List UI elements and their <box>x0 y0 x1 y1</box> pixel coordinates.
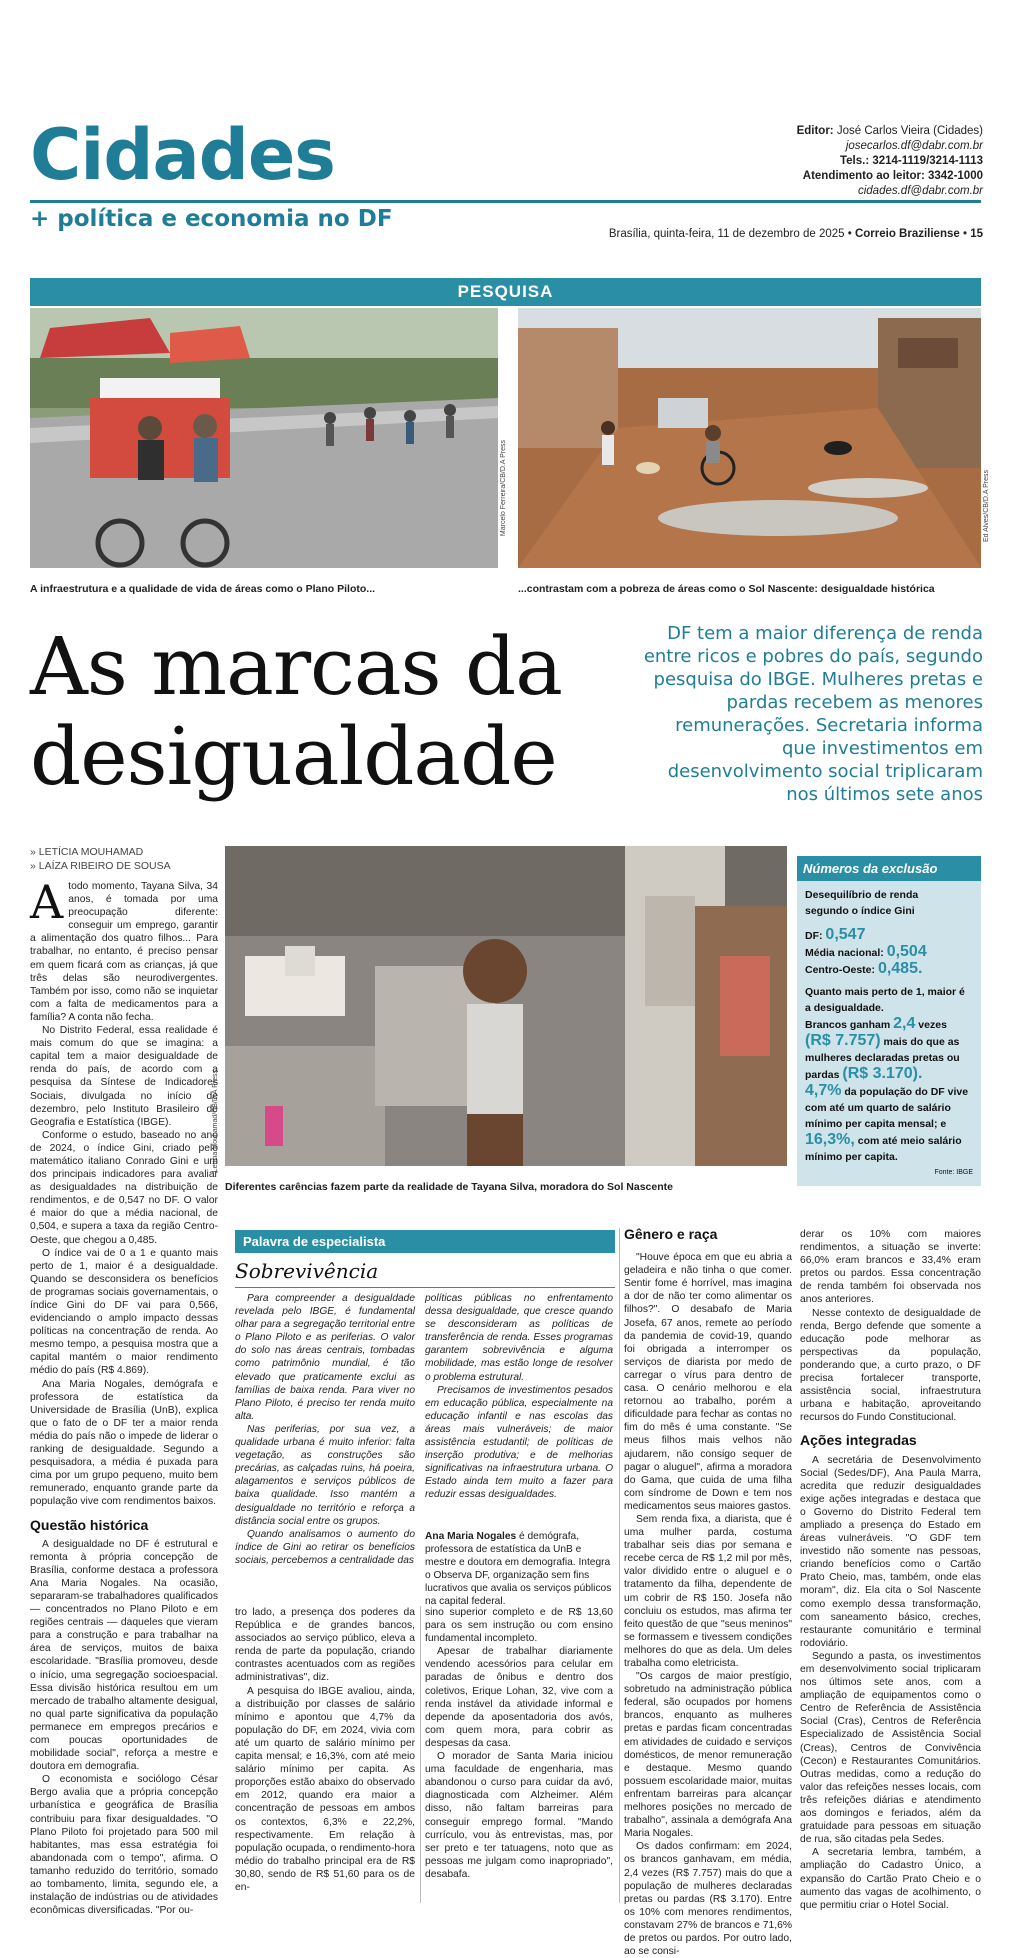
deck: DF tem a maior diferença de renda entre ricos e pobres do país, segundo pesquisa do IBGE. Mulheres pretas e pardas recebem as menores remunerações. Secretaria informa que investimentos em desenvolvimento social triplicaram nos últimos sete anos <box>643 623 983 805</box>
numbers-l7b: com até meio salário mínimo per capita. <box>805 1135 962 1163</box>
byline-1: » LETÍCIA MOUHAMAD <box>30 846 144 858</box>
body-column-1 <box>30 875 218 1917</box>
body-column-2 <box>235 1606 415 1906</box>
expert-p5: Precisamos de investimentos pesados em educação pública, especialmente na educação infantil e nas escolas das áreas mais vulneráveis; de maior assistência estudantil; de políticas de inserção produtiva; e de melhorias significativas na infraestrutura urbana. O Estado ainda tem muito a fazer para reduzir essas desigualdades. <box>425 1384 613 1501</box>
body-p20: Segundo a pasta, os investimentos em desenvolvimento social triplicaram nos últimos sete anos, com a ampliação de equipamentos como o Centro de Referência de Assistência Social (Cras), Centros de Referência Especializado de Assistência Social (Creas), Centros de Convivência (Cecon) e Restaurantes Comunitários. Outras medidas, como a redução do valor das refeições nesses locais, com três refeições diárias e atendimento aos domingos e feriados, além da gratuidade para pessoas em situação de rua, são citadas pela Sedes. <box>800 1650 981 1846</box>
headline <box>30 622 630 802</box>
numbers-l4b: 2,4 <box>893 1015 916 1032</box>
body-p17: derar os 10% com maiores rendimentos, a situação se inverte: 66,0% eram brancos e 33,4% eram pretos ou pardos. Essa concentração de renda também foi observada nos anos anteriores. <box>800 1229 981 1306</box>
expert-column-1 <box>235 1292 415 1592</box>
body-p6: A desigualdade no DF é estrutural e remonta à própria concepção de Brasília, conforme destaca a professora Ana Maria Nogales. Na ocasião, separaram-se trabalhadores qualificados — concentrados no Plano Piloto e em regiões centrais — daqueles que vieram para a construção e para trabalhar na área de serviços, muitos de baixa escolaridade. "Brasília promoveu, desde o início, uma segregação socioespacial. Essa divisão histórica resultou em um mercado de trabalho altamente desigual, no qual parte significativa da população permanece em empregos precários e com poucas oportunidades de mobilidade social", reforça a mestre e doutora em demografia. <box>30 1538 218 1773</box>
subhead-acoes: Ações integradas <box>800 1432 917 1449</box>
masthead-rule <box>30 200 981 203</box>
body-p3: Conforme o estudo, baseado no ano de 2024, o índice Gini, criado pelo matemático italiano Conrado Gini e um dos principais indicadores para avaliar as desigualdades na distribuição de rendimentos, e de 0,547 no DF. O valor é maior do que a média nacional, de 0,504, e supera a taxa da região Centro-Oeste, que chegou a 0,485. <box>30 1129 218 1246</box>
numbers-l1: Desequilíbrio de renda <box>805 889 919 901</box>
column-rule <box>619 1228 620 1903</box>
body-p15: "Os cargos de maior prestígio, sobretudo na administração pública federal, são ocupados por homens brancos, enquanto as mulheres pretas e pardas ficam concentradas em atividades de cuidado e serviços domésticos, de menor remuneração e destaque. Mesmo quando possuem escolaridade maior, muitas enfrentam barreiras para alcançar melhores posições no mercado de trabalho", assinala a demógrafa Ana Maria Nogales. <box>624 1671 792 1840</box>
body-column-4 <box>624 1226 792 1958</box>
page-number: 15 <box>970 228 983 240</box>
body-p12: O morador de Santa Maria iniciou uma faculdade de engenharia, mas abandonou o curso para cuidar da avó, diagnosticada com Alzheimer. Além disso, não faltam barreiras para conseguir emprego formal. "Mando currículo, vou às entrevistas, mas, por ser preto e ter tatuagens, noto que as pessoas me julgam como inapropriado", desabafa. <box>425 1751 613 1880</box>
photo-credit-right: Ed Alves/CB/D.A Press <box>983 470 990 542</box>
numbers-l6b: da população do DF vive com até um quarto de salário mínimo per capita mensal; e <box>805 1086 969 1130</box>
reader-service: Atendimento ao leitor: 3342-1000 <box>802 170 983 182</box>
gini-nac-value: 0,504 <box>886 943 927 960</box>
photo-credit-left: Marcelo Ferreira/CB/D.A Press <box>500 440 507 537</box>
subhead-questao: Questão histórica <box>30 1516 149 1533</box>
body-p7: O economista e sociólogo César Bergo avalia que a própria concepção urbanística e geográfica de Brasília contribuiu para fixar desigualdades. "O Plano Piloto foi projetado para 500 mil habitantes, mas essa estratégia foi abandonada com o tempo", afirma. O tamanho reduzido do território, somado ao tombamento, limita, segundo ele, a instalação de indústrias ou de atividades econômicas diversificadas. "Por ou- <box>30 1774 218 1917</box>
body-p21: A secretaria lembra, também, a ampliação do Cadastro Único, a expansão do Cartão Prato Cheio e o aumento das vagas de acolhimento, o que permitiu criar o Hotel Social. <box>800 1847 981 1911</box>
body-p16: Os dados confirmam: em 2024, os brancos ganhavam, em média, 2,4 vezes (R$ 7.757) mais do que a população de mulheres declaradas pretas ou pardas (R$ 3.170). Entre os 10% com menores rendimentos, constavam 27% de brancos e 71,6% de pretos ou pardos. Por outro lado, ao se consi- <box>624 1841 792 1958</box>
expert-box <box>235 1230 615 1288</box>
numbers-box-body <box>797 881 981 1187</box>
editor-email: josecarlos.df@dabr.com.br <box>845 140 983 152</box>
editor-box <box>797 124 983 199</box>
expert-p1: Para compreender a desigualdade revelada pelo IBGE, é fundamental olhar para a segregação territorial entre o Plano Piloto e as periferias. O valor do solo nas áreas centrais, tombadas como patrimônio mundial, é tão elevado que praticamente exclui as famílias de baixa renda. Para viver no Plano Piloto, é preciso ter renda muito alta. <box>235 1293 415 1422</box>
expert-label: Palavra de especialista <box>235 1230 615 1253</box>
expert-sig-rest: é demógrafa, professora de estatística da UnB e mestre e doutora em demografia. Integra o Observa DF, organização sem fins lucrativos que avalia os serviços públicos na capital federal. <box>425 1531 612 1607</box>
caption-left: A infraestrutura e a qualidade de vida de áreas como o Plano Piloto... <box>30 583 376 595</box>
numbers-l4c: vezes <box>918 1019 947 1031</box>
body-p14: Sem renda fixa, a diarista, que é uma mulher parda, costuma trabalhar seis dias por semana e recebe cerca de R$ 1,2 mil por mês, valor dividido entre o aluguel e o tratamento da filha, dependente de um cobrir de R$ 150. Josefa não concluiu os estudos, mas afirma ter feito questão de que "seus meninos" se formassem e tivessem condições melhores do que as dela. Um deles trabalha como eletricista. <box>624 1513 792 1669</box>
byline-2: » LAÍZA RIBEIRO DE SOUSA <box>30 860 171 872</box>
section-subtitle: + política e economia no DF <box>30 206 393 232</box>
numbers-l7a: 16,3%, <box>805 1131 855 1148</box>
numbers-l6a: 4,7% <box>805 1082 842 1099</box>
body-p11: Apesar de trabalhar diariamente vendendo acessórios para celular em paradas de ônibus e dentro dos coletivos, Erique Lohan, 32, vive com a renda instável da atividade informal e depende da aposentadoria dos avós, com quem mora, para cobrir as despesas da casa. <box>425 1646 613 1749</box>
numbers-l2: segundo o índice Gini <box>805 905 915 917</box>
body-column-5 <box>800 1228 981 1911</box>
topic-banner: PESQUISA <box>30 278 981 306</box>
numbers-l5a: (R$ 7.757) <box>805 1032 881 1049</box>
section-title: Cidades <box>30 114 335 196</box>
body-p4: O índice vai de 0 a 1 e quanto mais perto de 1, maior é a desigualdade. Quando se desconsidera os benefícios de programas sociais governamentais, o índice Gini do DF vai para 0,566, evidenciando o amplo impacto dessas políticas na concentração de renda. Ao mesmo tempo, a pesquisa mostra que a capital mantém o maior rendimento médio do país (R$ 4.869). <box>30 1247 218 1377</box>
expert-p4: políticas públicas no enfrentamento dessa desigualdade, que cresce quando se desconsideram as políticas de transferência de renda. Esses programas garantem sobrevivência e alguma mobilidade, mas estão longe de resolver o problema estrutural. <box>425 1293 613 1383</box>
newspaper-name: Correio Braziliense <box>854 228 960 240</box>
gini-co-label: Centro-Oeste: <box>805 964 876 976</box>
gini-nac-label: Média nacional: <box>805 947 884 959</box>
expert-column-2 <box>425 1292 613 1522</box>
editor-name: José Carlos Vieira (Cidades) <box>836 125 983 137</box>
numbers-l3: Quanto mais perto de 1, maior é a desigualdade. <box>805 986 965 1014</box>
body-p13: "Houve época em que eu abria a geladeira e não tinha o que comer. Sentir fome é horrível, mas imagina a dor de não ter como alimentar os filhos?". O desabafo de Maria Josefa, 67 anos, remete ao período da pandemia de covid-19, quando foi obrigada a interromper os serviços de diarista por medo de carregar o vírus para dentro de casa. O cenário melhorou e ela retornou ao trabalho, porém a dificuldade para fechar as contas no fim do mês é uma constante. "Se meus filhos mais velhos não ajudarem, não consigo sequer de pagar o aluguel", afirma a moradora do Gama, que cuida de uma filha com síndrome de Down e tem nos medicamentos seus maiores gastos. <box>624 1252 792 1512</box>
photo-credit-center: Letícia Mouhamad/CB/D.A Press <box>212 1070 219 1173</box>
body-p2: No Distrito Federal, essa realidade é mais comum do que se imagina: a capital tem a maior desigualdade de renda do país, de acordo com a pesquisa da Síntese de Indicadores Sociais, divulgada no início de dezembro, pelo Instituto Brasileiro de Geografia e Estatística (IBGE). <box>30 1025 218 1128</box>
body-p18: Nesse contexto de desigualdade de renda, Bergo defende que somente a educação pode melhorar as perspectivas da população, ponderando que, a curto prazo, o DF precisa fortalecer transporte, assistência social, infraestrutura urbana e habitação, aproveitando recursos do Fundo Constitucional. <box>800 1307 981 1424</box>
phones: Tels.: 3214-1119/3214-1113 <box>839 155 983 167</box>
body-p9: A pesquisa do IBGE avaliou, ainda, a distribuição por classes de salário mínimo e apontou que 4,7% da população do DF, em 2024, vivia com até um quarto de salário mínimo per capita mensal; e 16,3%, com até meio salário mínimo per capita. As proporções estão abaixo do observado em 2012, quando era maior a concentração de pessoas em ambos os contextos, 6,3% e 22,2%, respectivamente. Em relação à população ocupada, o rendimento-hora médio do trabalho principal era de R$ 30,80, sendo de R$ 51,60 para os de en- <box>235 1685 415 1893</box>
body-p10: sino superior completo e de R$ 13,60 para os sem instrução ou com ensino fundamental incompleto. <box>425 1607 613 1645</box>
expert-signature <box>425 1530 613 1608</box>
numbers-source: Fonte: IBGE <box>934 1169 973 1176</box>
gini-df-value: 0,547 <box>825 926 866 943</box>
numbers-box-title: Números da exclusão <box>797 856 981 881</box>
headline-line2: desigualdade <box>30 710 557 803</box>
expert-p3: Quando analisamos o aumento do índice de Gini ao retirar os benefícios sociais, percebemos a centralidade das <box>235 1528 415 1566</box>
body-column-3 <box>425 1606 613 1906</box>
headline-line1: As marcas da <box>30 620 562 713</box>
numbers-l5c: (R$ 3.170). <box>842 1065 923 1082</box>
caption-center: Diferentes carências fazem parte da realidade de Tayana Silva, moradora do Sol Nascente <box>225 1181 673 1193</box>
photo-plano-piloto <box>30 308 498 568</box>
body-p19: A secretária de Desenvolvimento Social (Sedes/DF), Ana Paula Marra, acredita que reduzir desigualdades exige ações integradas e destaca que o Governo do Distrito Federal tem ampliado a presença do Estado em áreas vulneráveis. "O GDF tem investido não somente nas pessoas, criando benefícios como o Cartão Prato Cheio, mas, também, onde elas moram", diz. Ela cita o Sol Nascente como exemplo dessa transformação, com saneamento básico, creches, restaurante comunitário e terminal rodoviário. <box>800 1454 981 1649</box>
editor-label: Editor: <box>796 125 834 137</box>
expert-title: Sobrevivência <box>235 1253 615 1288</box>
expert-p2: Nas periferias, por sua vez, a qualidade urbana é muito inferior: falta vegetação, as construções são precárias, as calçadas ruins, há poeira, alagamentos e serviços públicos de baixa qualidade. Isso mantém a desigualdade no território e reforça a distância social entre os grupos. <box>235 1423 415 1527</box>
numbers-box <box>797 856 981 1186</box>
subhead-genero: Gênero e raça <box>624 1226 718 1242</box>
photo-tayana <box>225 846 787 1166</box>
numbers-l5b: mais do que as mulheres declaradas pretas ou pardas <box>805 1036 960 1081</box>
expert-sig-name: Ana Maria Nogales <box>425 1531 517 1542</box>
dateline: Brasília, quinta-feira, 11 de dezembro de 2025 • Correio Braziliense • 15 <box>608 228 983 240</box>
column-rule <box>420 1606 421 1903</box>
caption-right: ...contrastam com a pobreza de áreas como o Sol Nascente: desigualdade histórica <box>518 583 935 595</box>
section-email: cidades.df@dabr.com.br <box>857 185 983 197</box>
body-p1: todo momento, Tayana Silva, 34 anos, é tomada por uma preocupação diferente: conseguir um emprego, garantir a alimentação dos quatro filhos... Para trabalhar, no entanto, é preciso pensar em quem ficará com as crianças, já que três delas são neurodivergentes. Também por isso, como não se inquietar com a falta de medicamentos para a família? A conta não fecha. <box>30 881 218 1023</box>
body-p8: tro lado, a presença dos poderes da República e de grandes bancos, associados ao serviço público, eleva a renda de parte da população, criando contrastes acentuados com as regiões administrativas", diz. <box>235 1607 415 1684</box>
gini-co-value: 0,485. <box>877 960 923 977</box>
gini-df-label: DF: <box>805 930 823 942</box>
numbers-l4a: Brancos ganham <box>805 1019 891 1031</box>
dropcap: A <box>30 875 64 929</box>
date: Brasília, quinta-feira, 11 de dezembro de 2025 <box>608 228 845 240</box>
body-p5: Ana Maria Nogales, demógrafa e professora de estatística da Universidade de Brasília (UnB), explica que o fato de o DF ter a maior renda média do país não o impede de liderar o ranking de desigualdade. Segundo a pesquisadora, a média é puxada para cima por um grupo pequeno, muito bem remunerado, enquanto grande parte da população vive com rendimentos baixos. <box>30 1378 218 1508</box>
photo-sol-nascente <box>518 308 981 568</box>
